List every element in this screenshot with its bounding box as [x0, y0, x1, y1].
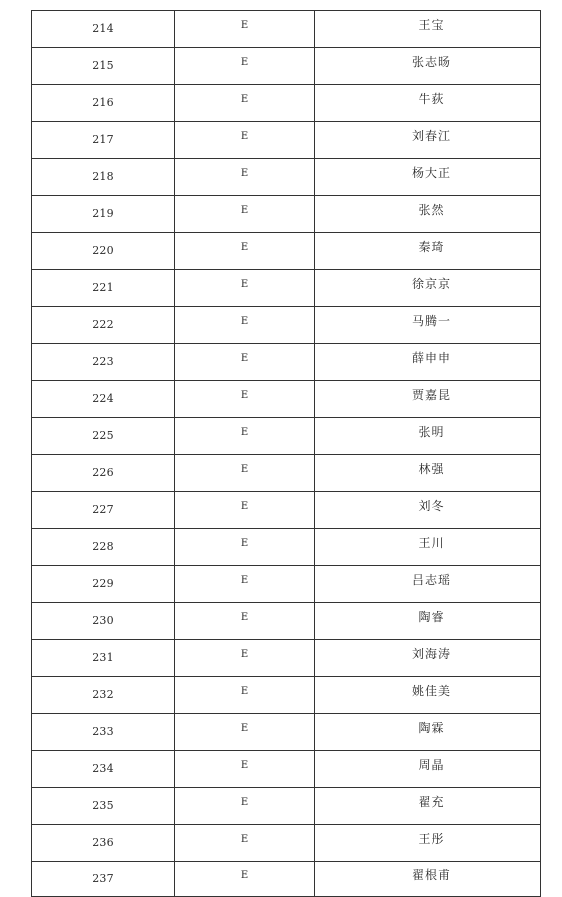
row-name: 陶霖	[315, 714, 541, 751]
row-name: 刘海涛	[315, 640, 541, 677]
row-grade: E	[175, 714, 315, 751]
table-row	[32, 677, 541, 714]
row-grade: E	[175, 566, 315, 603]
table-row	[32, 603, 541, 640]
table-row	[32, 566, 541, 603]
row-grade: E	[175, 11, 315, 48]
row-name: 秦琦	[315, 233, 541, 270]
row-name: 王宝	[315, 11, 541, 48]
row-name: 马腾一	[315, 307, 541, 344]
table-row	[32, 862, 541, 897]
row-grade: E	[175, 85, 315, 122]
row-grade: E	[175, 48, 315, 85]
row-grade: E	[175, 492, 315, 529]
row-name: 林强	[315, 455, 541, 492]
row-name: 翟根甫	[315, 862, 541, 897]
row-name: 牛荻	[315, 85, 541, 122]
row-name: 陶睿	[315, 603, 541, 640]
table-row	[32, 196, 541, 233]
row-name: 姚佳美	[315, 677, 541, 714]
row-grade: E	[175, 788, 315, 825]
row-name: 吕志瑶	[315, 566, 541, 603]
document-page	[31, 10, 540, 897]
row-name: 张然	[315, 196, 541, 233]
table-row	[32, 381, 541, 418]
row-number: 214	[32, 11, 175, 48]
row-grade: E	[175, 862, 315, 897]
row-name: 刘春江	[315, 122, 541, 159]
row-name: 薛申申	[315, 344, 541, 381]
row-number: 234	[32, 751, 175, 788]
row-number: 221	[32, 270, 175, 307]
row-grade: E	[175, 825, 315, 862]
row-number: 223	[32, 344, 175, 381]
table-row	[32, 11, 541, 48]
row-grade: E	[175, 418, 315, 455]
row-grade: E	[175, 233, 315, 270]
table-row	[32, 418, 541, 455]
row-name: 贾嘉昆	[315, 381, 541, 418]
row-number: 229	[32, 566, 175, 603]
row-grade: E	[175, 307, 315, 344]
table-row	[32, 233, 541, 270]
row-name: 翟充	[315, 788, 541, 825]
row-number: 216	[32, 85, 175, 122]
row-number: 236	[32, 825, 175, 862]
row-number: 218	[32, 159, 175, 196]
row-name: 王彤	[315, 825, 541, 862]
row-number: 231	[32, 640, 175, 677]
row-number: 220	[32, 233, 175, 270]
table-row	[32, 788, 541, 825]
row-number: 233	[32, 714, 175, 751]
row-number: 226	[32, 455, 175, 492]
table-row	[32, 159, 541, 196]
row-grade: E	[175, 640, 315, 677]
table-row	[32, 307, 541, 344]
table-row	[32, 825, 541, 862]
table-row	[32, 714, 541, 751]
row-name: 杨大正	[315, 159, 541, 196]
table-row	[32, 529, 541, 566]
table-row	[32, 640, 541, 677]
row-grade: E	[175, 677, 315, 714]
row-number: 235	[32, 788, 175, 825]
row-grade: E	[175, 344, 315, 381]
row-name: 周晶	[315, 751, 541, 788]
row-name: 张志旸	[315, 48, 541, 85]
row-number: 237	[32, 862, 175, 897]
row-number: 224	[32, 381, 175, 418]
row-number: 219	[32, 196, 175, 233]
row-number: 215	[32, 48, 175, 85]
row-number: 227	[32, 492, 175, 529]
row-grade: E	[175, 455, 315, 492]
row-number: 232	[32, 677, 175, 714]
row-number: 217	[32, 122, 175, 159]
row-grade: E	[175, 751, 315, 788]
row-grade: E	[175, 381, 315, 418]
row-name: 王川	[315, 529, 541, 566]
row-grade: E	[175, 603, 315, 640]
row-name: 刘冬	[315, 492, 541, 529]
row-number: 228	[32, 529, 175, 566]
row-number: 230	[32, 603, 175, 640]
row-number: 222	[32, 307, 175, 344]
row-grade: E	[175, 122, 315, 159]
table-row	[32, 85, 541, 122]
table-row	[32, 751, 541, 788]
row-grade: E	[175, 196, 315, 233]
table-row	[32, 122, 541, 159]
table-row	[32, 455, 541, 492]
roster-table	[31, 10, 541, 897]
table-row	[32, 270, 541, 307]
row-number: 225	[32, 418, 175, 455]
table-row	[32, 344, 541, 381]
table-row	[32, 492, 541, 529]
row-grade: E	[175, 270, 315, 307]
row-grade: E	[175, 159, 315, 196]
row-name: 徐京京	[315, 270, 541, 307]
row-grade: E	[175, 529, 315, 566]
table-row	[32, 48, 541, 85]
row-name: 张明	[315, 418, 541, 455]
